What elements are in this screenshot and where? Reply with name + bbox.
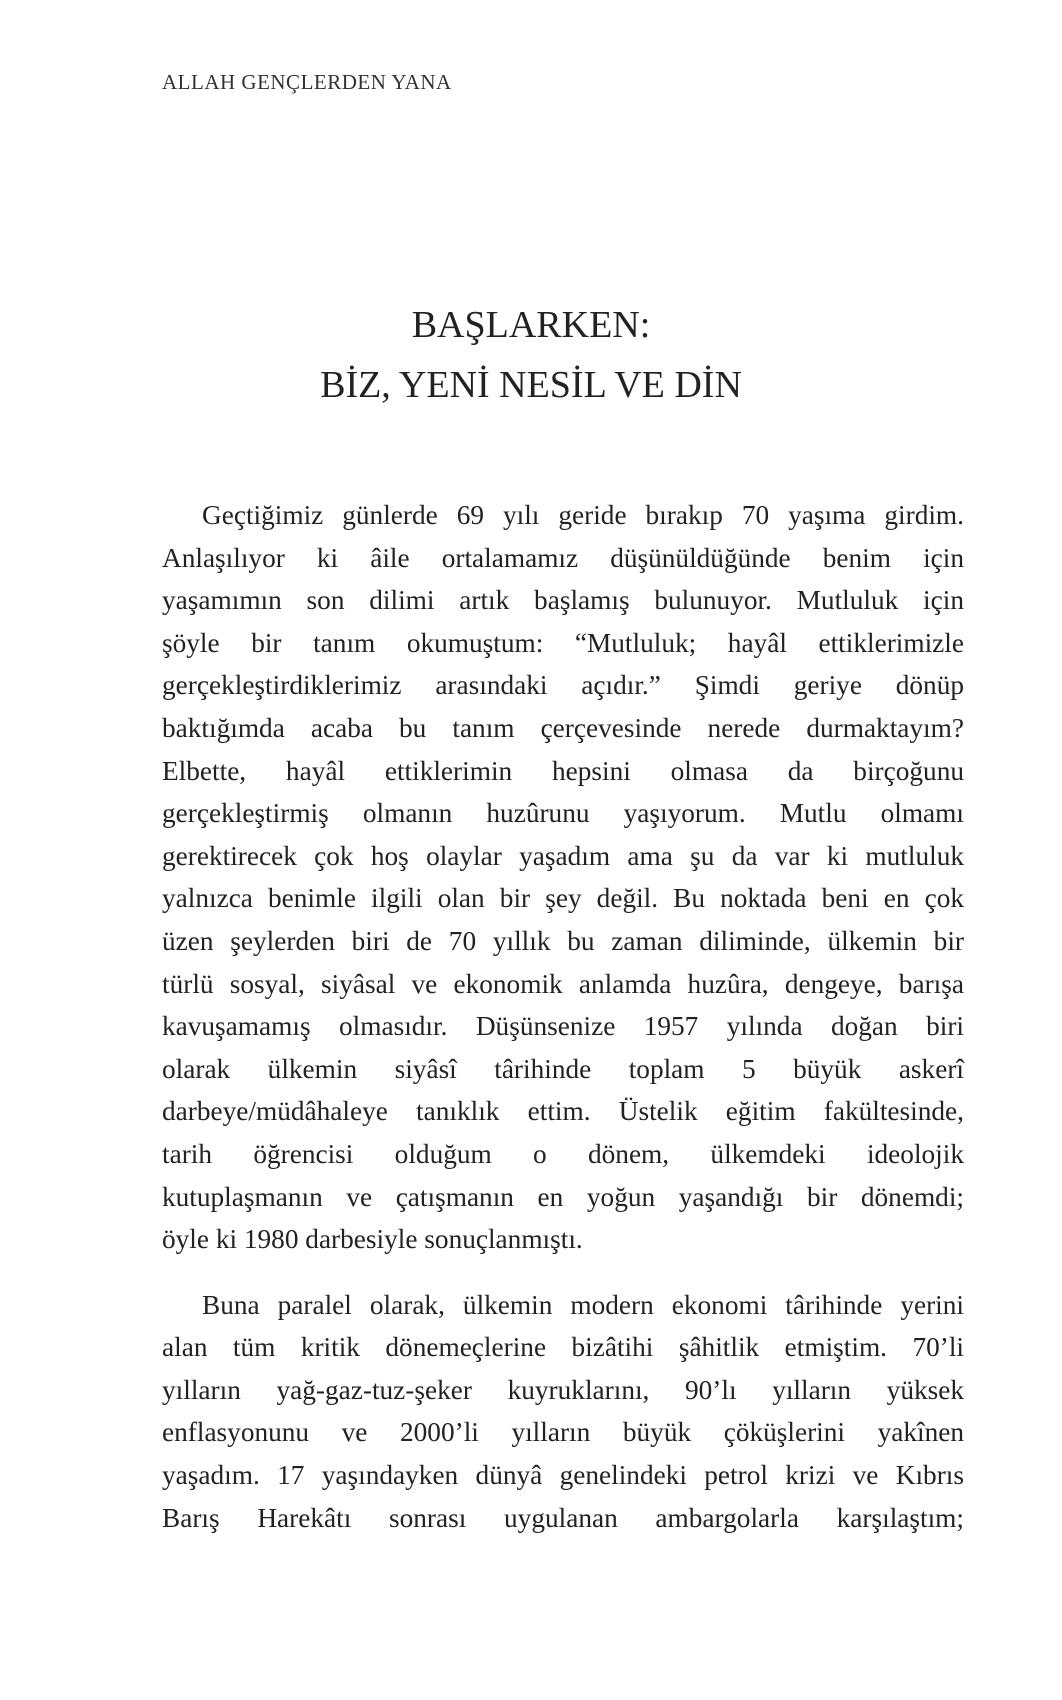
text-line: darbeye/müdâhaleye tanıklık ettim. Üstelik eğitim fakültesinde, [162,1096,964,1127]
text-line: alan tüm kritik dönemeçlerine bizâtihi şâhitlik etmiştim. 70’li [162,1332,964,1363]
text-line: kavuşamamış olmasıdır. Düşünsenize 1957 yılında doğan biri [162,1011,964,1042]
paragraph [162,494,964,1261]
text-line: türlü sosyal, siyâsal ve ekonomik anlamda huzûra, dengeye, barışa [162,968,964,999]
text-line: olarak ülkemin siyâsî târihinde toplam 5 büyük askerî [162,1053,964,1084]
text-line: gerektirecek çok hoş olaylar yaşadım ama şu da var ki mutluluk [162,840,964,871]
text-line: Geçtiğimiz günlerde 69 yılı geride bırakıp 70 yaşıma girdim. [202,500,964,530]
text-line: Anlaşılıyor ki âile ortalamamız düşünüldüğünde benim için [162,542,964,573]
paragraph [162,1284,964,1540]
text-line: şöyle bir tanım okumuştum: “Mutluluk; hayâl ettiklerimizle [162,627,964,658]
text-line: yaşamımın son dilimi artık başlamış bulunuyor. Mutluluk için [162,585,964,616]
text-line: tarih öğrencisi olduğum o dönem, ülkemdeki ideolojik [162,1138,964,1169]
text-line: kutuplaşmanın ve çatışmanın en yoğun yaşandığı bir dönemdi; [162,1181,964,1212]
body-text [162,494,964,1539]
chapter-title-line-1: BAŞLARKEN: [411,304,651,346]
text-line: yaşadım. 17 yaşındayken dünyâ genelindeki petrol krizi ve Kıbrıs [162,1460,964,1491]
text-line: öyle ki 1980 darbesiyle sonuçlanmıştı. [162,1224,583,1255]
text-line: enflasyonunu ve 2000’li yılların büyük çöküşlerini yakînen [162,1417,964,1448]
text-line: yalnızca benimle ilgili olan bir şey değil. Bu noktada beni en çok [162,883,964,914]
running-header: ALLAH GENÇLERDEN YANA [162,70,452,94]
chapter-title-line-2: BİZ, YENİ NESİL VE DİN [320,364,742,406]
text-line: Barış Harekâtı sonrası uygulanan ambargolarla karşılaştım; [162,1502,964,1533]
text-line: Elbette, hayâl ettiklerimin hepsini olmasa da birçoğunu [162,755,964,786]
text-line: gerçekleştirmiş olmanın huzûrunu yaşıyorum. Mutlu olmamı [162,798,964,829]
text-line: Buna paralel olarak, ülkemin modern ekonomi târihinde yerini [202,1289,964,1320]
text-line: yılların yağ-gaz-tuz-şeker kuyruklarını, 90’lı yılların yüksek [162,1374,964,1405]
text-line: baktığımda acaba bu tanım çerçevesinde nerede durmaktayım? [162,712,964,743]
chapter-title [0,295,1062,415]
text-line: gerçekleştirdiklerimiz arasındaki açıdır.” Şimdi geriye dönüp [162,670,964,701]
text-line: üzen şeylerden biri de 70 yıllık bu zaman diliminde, ülkemin bir [162,925,964,956]
